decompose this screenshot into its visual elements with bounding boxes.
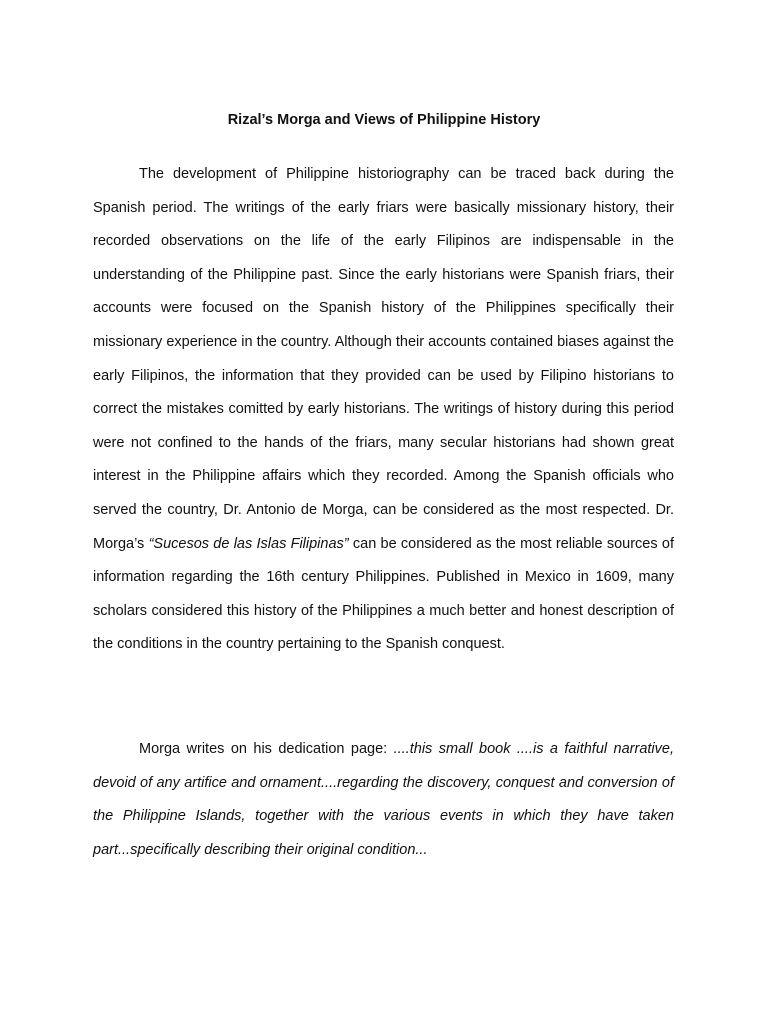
document-title: Rizal’s Morga and Views of Philippine History — [227, 112, 541, 128]
dedication-quote: ....this small book ....is a faithful narrative, devoid of any artifice and ornament....regarding the discovery, conquest and conversion of the Philippine Islands, together with the various events in which they have taken part...specifically describing their original condition... — [93, 741, 674, 858]
paragraph-dedication — [93, 733, 674, 867]
paragraph-historiography — [93, 158, 674, 662]
paragraph-text: The development of Philippine historiography can be traced back during the Spanish period. The writings of the early friars were basically missionary history, their recorded observations on the life of the early Filipinos are indispensable in the understanding of the Philippine past. Since the early historians were Spanish friars, their accounts were focused on the Spanish history of the Philippines specifically their missionary experience in the country. Although their accounts contained biases against the early Filipinos, the information that they provided can be used by Filipino historians to correct the mistakes comitted by early historians. The writings of history during this period were not confined to the hands of the friars, many secular historians had shown great interest in the Philippine affairs which they recorded. Among the Spanish officials who served the country, Dr. Antonio de Morga, can be considered as the most respected. Dr. Morga’s — [93, 166, 674, 552]
book-title: “Sucesos de las Islas Filipinas” — [148, 535, 349, 552]
dedication-lead: Morga writes on his dedication page: — [139, 741, 394, 757]
paragraph-text-continued: can be considered as the most reliable sources of information regarding the 16th century Philippines. Published in Mexico in 1609, many scholars considered this history of the Philippines a much better and honest description of the conditions in the country pertaining to the Spanish conquest. — [93, 535, 674, 653]
